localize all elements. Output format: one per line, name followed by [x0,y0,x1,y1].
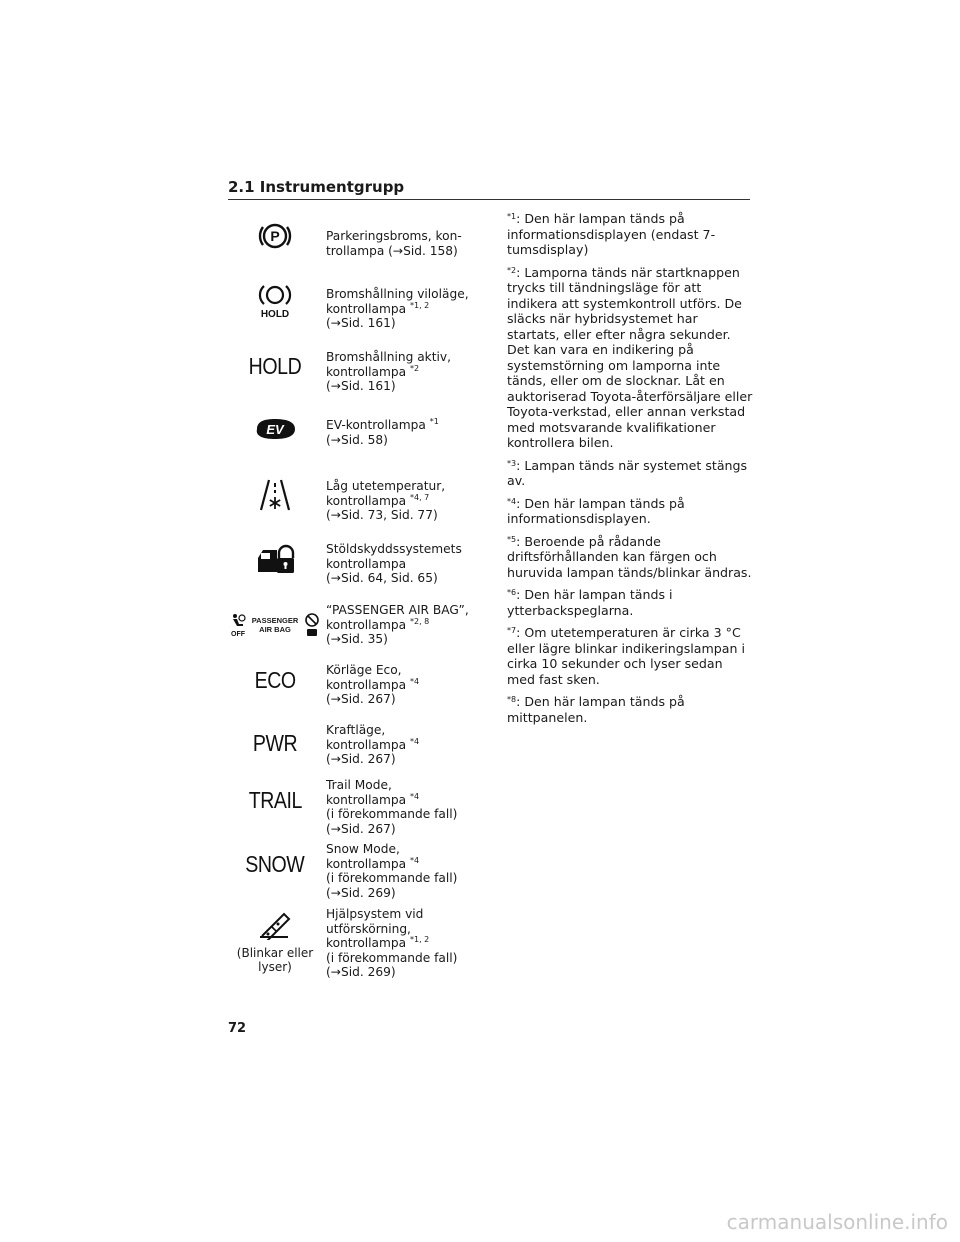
ev-icon [228,411,322,447]
row-description: Bromshållning aktiv, kontrollampa $^{*2}$ (→Sid. 161) [326,350,451,394]
row-description: Parkeringsbroms, kon- trollampa (→Sid. 158) [326,229,462,258]
row-description: Stöldskyddssystemets kontrollampa (→Sid. 64, Sid. 65) [326,542,462,586]
low-temperature-icon [228,469,322,521]
brake-hold-active-icon: HOLD [248,352,302,379]
brake-hold-standby-icon [228,279,322,321]
watermark: carmanualsonline.info [726,1210,948,1234]
row-description: EV-kontrollampa $^{*1}$ (→Sid. 58) [326,417,439,447]
driving-assist-icon [228,907,322,977]
footnote: $^{*6}$: Den här lampan tänds i ytterbackspeglarna. [507,587,673,618]
row-description: Bromshållning viloläge, kontrollampa $^{*1, 2}$ (→Sid. 161) [326,287,469,331]
svg-text:HOLD: HOLD [260,309,290,320]
svg-text:EV: EV [266,422,284,437]
icon-caption: (Blinkar eller lyser) [236,945,314,974]
airbag-off-icon [230,613,246,637]
row-description: Kraftläge, kontrollampa $^{*4}$ (→Sid. 267) [326,723,420,767]
footnote: $^{*7}$: Om utetemperaturen är cirka 3 °C eller lägre blinkar indikeringslampan i cirka 10 sekunder och lyser sedan med fast sken. [507,625,745,687]
section-divider [228,199,750,200]
row-description: “PASSENGER AIR BAG”, kontrollampa $^{*2, 8}$ (→Sid. 35) [326,603,469,647]
airbag-on-icon [304,613,320,637]
footnote: $^{*3}$: Lampan tänds när systemet stängs av. [507,457,748,488]
parking-brake-icon [228,215,322,257]
footnote: $^{*5}$: Beroende på rådande driftsförhållanden kan färgen och huruvida lampan tänds/blinkar ändras. [507,533,752,580]
row-description: Körläge Eco, kontrollampa $^{*4}$ (→Sid. 267) [326,663,420,707]
passenger-airbag-label: PASSENGER AIR BAG [251,616,299,634]
row-description: Låg utetemperatur, kontrollampa $^{*4, 7}$ (→Sid. 73, Sid. 77) [326,479,446,523]
trail-icon: TRAIL [248,786,302,813]
svg-text:OFF: OFF [230,631,245,637]
passenger-airbag-icon [228,603,322,647]
eco-icon: ECO [254,666,296,693]
row-description: Hjälpsystem vid utförskörning, kontrollampa $^{*1, 2}$ (i förekommande fall) (→Sid. 269) [326,907,458,980]
security-indicator-icon [228,539,322,581]
footnote: $^{*4}$: Den här lampan tänds på informationsdisplayen. [507,495,685,526]
footnote: $^{*2}$: Lamporna tänds när startknappen trycks till tändningsläge för att indikera att systemkontroll utförs. De släcks när hybridsystemet har startats, eller efter några sekunder. Det kan vara en indikering på systemstörning om lamporna inte tänds, eller om de slocknar. Låt en auktoriserad Toyota-återförsäljare eller Toyota-verkstad, eller annan verkstad med motsvarande kvalifikationer kontrollera bilen. [507,264,753,450]
pwr-icon: PWR [252,729,298,756]
svg-text:P: P [270,228,280,244]
row-description: Snow Mode, kontrollampa $^{*4}$ (i förekommande fall) (→Sid. 269) [326,842,458,900]
section-title: 2.1 Instrumentgrupp [228,178,405,196]
footnotes [507,211,753,732]
footnote: $^{*1}$: Den här lampan tänds på informationsdisplayen (endast 7-tumsdisplay) [507,211,716,257]
page-number: 72 [228,1021,247,1036]
snow-icon: SNOW [245,850,305,877]
row-description: Trail Mode, kontrollampa $^{*4}$ (i förekommande fall) (→Sid. 267) [326,778,458,836]
footnote: $^{*8}$: Den här lampan tänds på mittpanelen. [507,694,685,725]
